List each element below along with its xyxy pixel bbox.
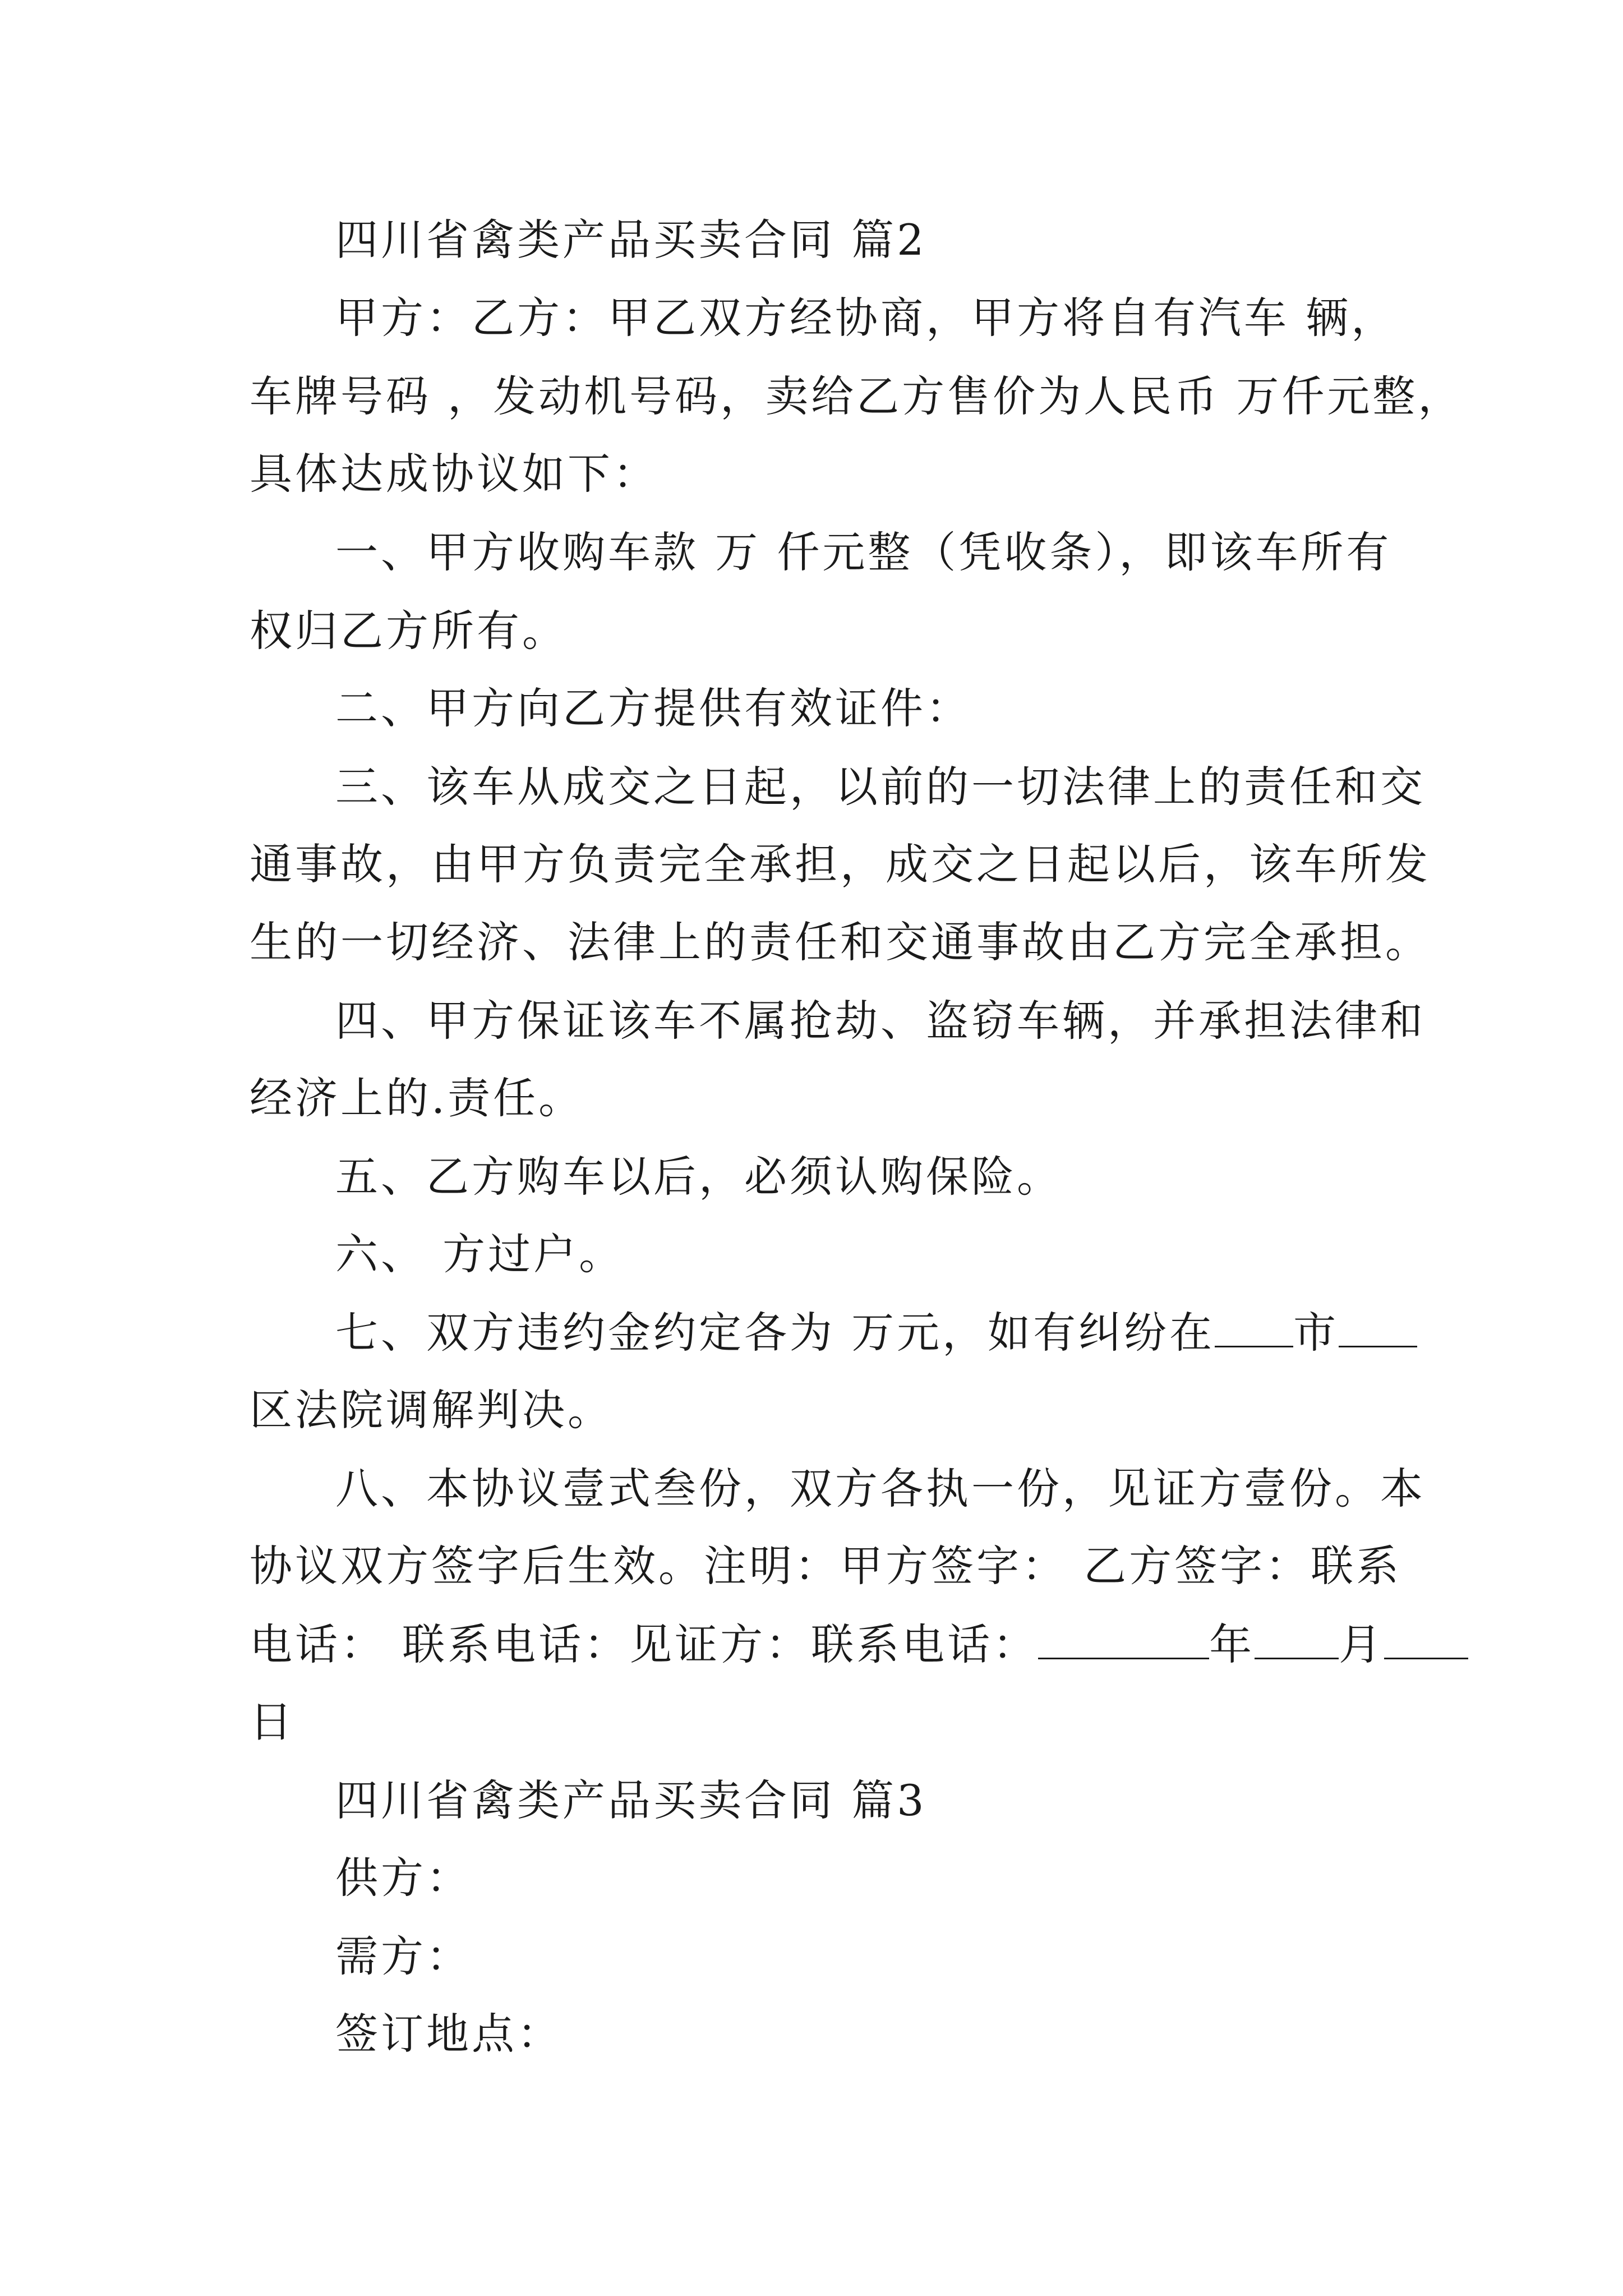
clause-3-line-2: 通事故，由甲方负责完全承担，成交之日起以后，该车所发 <box>250 839 1431 889</box>
year-label: 年 <box>1209 1619 1255 1669</box>
signature-phone-text: 电话： 联系电话：见证方：联系电话： <box>250 1619 1039 1669</box>
city-blank <box>1215 1311 1293 1347</box>
clause-6: 六、 方过户。 <box>335 1229 625 1279</box>
clause-8-line-3 <box>250 1617 1468 1673</box>
month-label: 月 <box>1339 1619 1385 1669</box>
buyer-label: 需方： <box>335 1931 472 1981</box>
clause-3-line-3: 生的一切经济、法律上的责任和交通事故由乙方完全承担。 <box>250 917 1431 967</box>
intro-line-1: 甲方：乙方：甲乙双方经协商，甲方将自有汽车 辆， <box>335 293 1397 343</box>
district-blank <box>1339 1311 1417 1347</box>
date-blank <box>1038 1623 1209 1659</box>
intro-line-2: 车牌号码 ，发动机号码，卖给乙方售价为人民币 万仟元整， <box>250 371 1464 421</box>
clause-8-line-2: 协议双方签字后生效。注明：甲方签字： 乙方签字：联系 <box>250 1541 1402 1591</box>
clause-8-line-1: 八、本协议壹式叁份，双方各执一份，见证方壹份。本 <box>335 1464 1426 1513</box>
city-label: 市 <box>1293 1308 1339 1358</box>
day-blank <box>1384 1623 1468 1659</box>
clause-4-line-1: 四、甲方保证该车不属抢劫、盗窃车辆，并承担法律和 <box>335 996 1426 1046</box>
clause-7-text: 七、双方违约金约定各为 万元，如有纠纷在 <box>335 1308 1215 1358</box>
intro-line-3: 具体达成协议如下： <box>250 449 658 499</box>
clause-4-line-2: 经济上的.责任。 <box>250 1073 584 1123</box>
signing-place-label: 签订地点： <box>335 2009 562 2059</box>
clause-2: 二、甲方向乙方提供有效证件： <box>335 683 971 733</box>
supplier-label: 供方： <box>335 1853 472 1903</box>
clause-7-line-1 <box>335 1305 1417 1361</box>
clause-1-line-2: 权归乙方所有。 <box>250 606 568 656</box>
clause-5: 五、乙方购车以后，必须认购保险。 <box>335 1152 1062 1202</box>
clause-8-line-4: 日 <box>250 1697 295 1747</box>
month-blank <box>1255 1623 1339 1659</box>
clause-3-line-1: 三、该车从成交之日起，以前的一切法律上的责任和交 <box>335 762 1426 812</box>
clause-1-line-1: 一、甲方收购车款 万 仟元整（凭收条），即该车所有 <box>335 527 1392 577</box>
section-2-title: 四川省禽类产品买卖合同 篇2 <box>335 215 927 265</box>
section-3-title: 四川省禽类产品买卖合同 篇3 <box>335 1775 927 1825</box>
clause-7-line-2: 区法院调解判决。 <box>250 1385 613 1435</box>
